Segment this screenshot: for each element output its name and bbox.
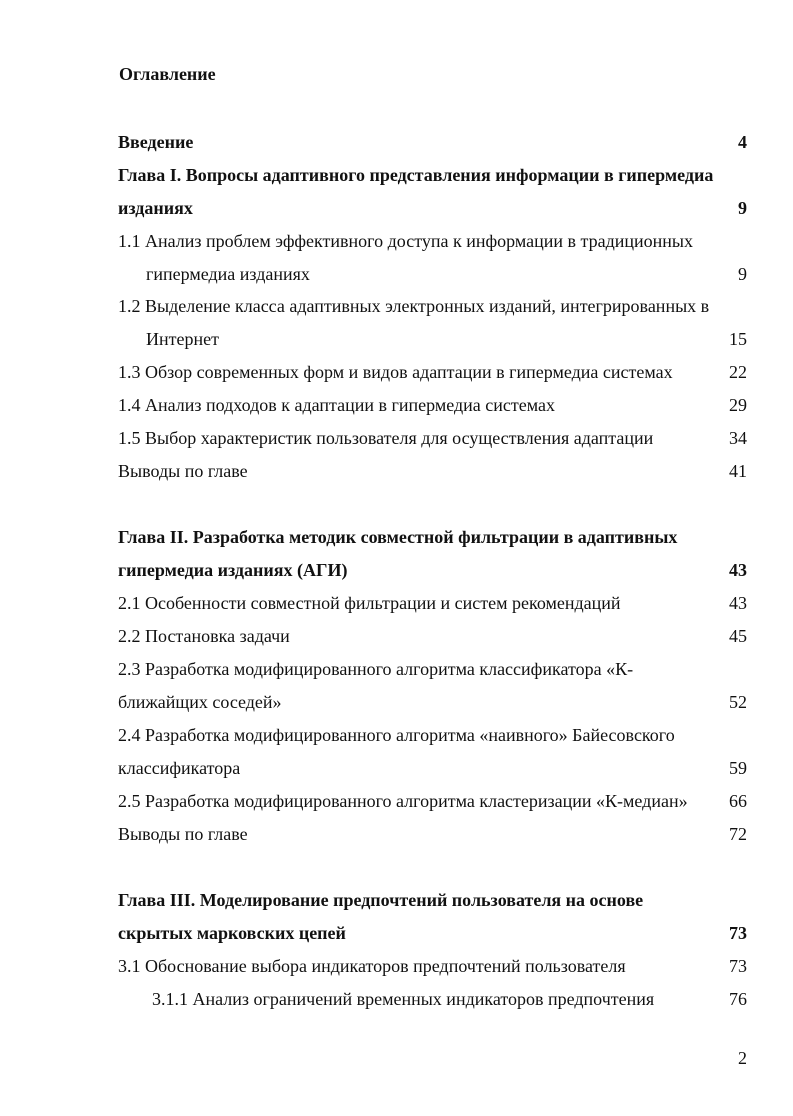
toc-chapter-2-line2: гипермедиа изданиях (АГИ) (118, 560, 348, 580)
toc-entry-intro: Введение (118, 132, 194, 152)
toc-page-section-1-2: 15 (729, 329, 747, 349)
toc-page-section-2-3: 52 (729, 692, 747, 712)
toc-section-2-3-line1: 2.3 Разработка модифицированного алгоритма классификатора «К- (118, 659, 634, 679)
toc-page-section-2-4: 59 (729, 758, 747, 778)
toc-page-section-1-3: 22 (729, 362, 747, 382)
toc-page-section-3-1-1: 76 (729, 989, 747, 1009)
toc-section-2-4-line2: классификатора (118, 758, 241, 778)
toc-section-1-4: 1.4 Анализ подходов к адаптации в гипермедиа системах (118, 395, 555, 415)
toc-page-section-3-1: 73 (729, 956, 747, 976)
toc-chapter-1-line2: изданиях (118, 198, 193, 218)
toc-page-chapter-2: 43 (729, 560, 747, 580)
toc-section-3-1: 3.1 Обоснование выбора индикаторов предпочтений пользователя (118, 956, 626, 976)
toc-section-2-1: 2.1 Особенности совместной фильтрации и систем рекомендаций (118, 593, 621, 613)
toc-section-2-4-line1: 2.4 Разработка модифицированного алгоритма «наивного» Байесовского (118, 725, 675, 745)
toc-page-section-2-1: 43 (729, 593, 747, 613)
toc-page-chapter-3: 73 (729, 923, 747, 943)
toc-section-2-5: 2.5 Разработка модифицированного алгоритма кластеризации «К-медиан» (118, 791, 688, 811)
toc-page-section-2-2: 45 (729, 626, 747, 646)
toc-section-1-1-line1: 1.1 Анализ проблем эффективного доступа к информации в традиционных (118, 231, 694, 251)
toc-chapter-2-line1: Глава II. Разработка методик совместной фильтрации в адаптивных (118, 527, 678, 547)
toc-page-chapter-1: 9 (738, 198, 747, 218)
toc-page-conclusions-1: 41 (729, 461, 747, 481)
toc-section-1-2-line2: Интернет (146, 329, 219, 349)
toc-page-conclusions-2: 72 (729, 824, 747, 844)
toc-chapter-3-line2: скрытых марковских цепей (118, 923, 346, 943)
toc-page-section-1-4: 29 (729, 395, 747, 415)
toc-conclusions-2: Выводы по главе (118, 824, 248, 844)
toc-title: Оглавление (119, 64, 216, 84)
toc-page-section-1-1: 9 (738, 264, 747, 284)
toc-section-1-3: 1.3 Обзор современных форм и видов адаптации в гипермедиа системах (118, 362, 673, 382)
toc-section-2-2: 2.2 Постановка задачи (118, 626, 290, 646)
toc-chapter-1-line1: Глава I. Вопросы адаптивного представления информации в гипермедиа (118, 165, 714, 185)
toc-conclusions-1: Выводы по главе (118, 461, 248, 481)
toc-section-2-3-line2: ближайщих соседей» (118, 692, 282, 712)
toc-section-3-1-1: 3.1.1 Анализ ограничений временных индикаторов предпочтения (152, 989, 655, 1009)
toc-page-section-1-5: 34 (729, 428, 747, 448)
toc-chapter-3-line1: Глава III. Моделирование предпочтений пользователя на основе (118, 890, 644, 910)
toc-page-section-2-5: 66 (729, 791, 747, 811)
toc-section-1-1-line2: гипермедиа изданиях (146, 264, 310, 284)
toc-section-1-2-line1: 1.2 Выделение класса адаптивных электронных изданий, интегрированных в (118, 296, 710, 316)
page-number: 2 (738, 1048, 747, 1068)
toc-page-intro: 4 (738, 132, 747, 152)
toc-section-1-5: 1.5 Выбор характеристик пользователя для осуществления адаптации (118, 428, 654, 448)
